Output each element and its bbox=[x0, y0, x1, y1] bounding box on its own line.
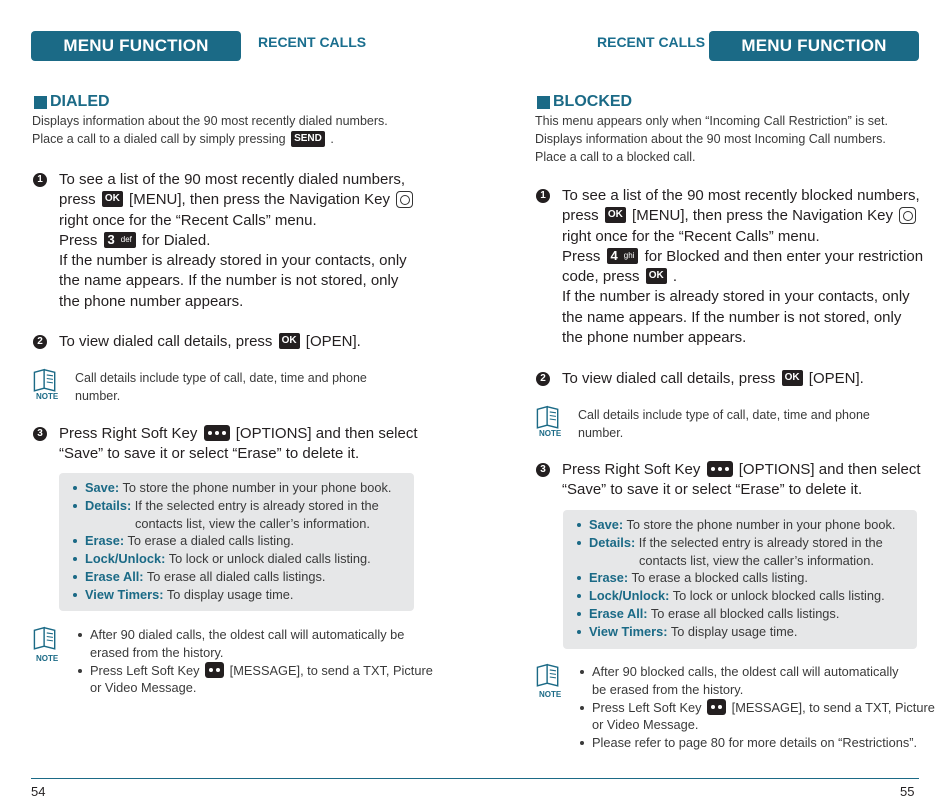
note-label: NOTE bbox=[36, 654, 59, 663]
step-2 bbox=[37, 332, 459, 352]
right-page bbox=[475, 0, 950, 812]
note-text: After 90 dialed calls, the oldest call will automatically be bbox=[90, 627, 405, 642]
note-text: erased from the history. bbox=[90, 644, 224, 660]
heading-text: BLOCKED bbox=[553, 93, 633, 110]
note-text: be erased from the history. bbox=[592, 681, 744, 697]
option-desc: To store the phone number in your phone book. bbox=[122, 480, 392, 495]
option-item bbox=[71, 568, 404, 586]
note-item bbox=[76, 662, 456, 698]
key-letters: def bbox=[120, 234, 132, 244]
step-text: Press bbox=[562, 247, 601, 265]
note-list bbox=[578, 663, 938, 752]
note-line: number. bbox=[75, 389, 121, 403]
send-key-icon: SEND bbox=[291, 131, 325, 147]
option-desc: To erase all blocked calls listings. bbox=[650, 605, 840, 621]
step-line: “Save” to save it or select “Erase” to delete it. bbox=[562, 481, 863, 499]
step-line: the phone number appears. bbox=[59, 292, 244, 310]
section-tag: RECENT CALLS bbox=[597, 34, 706, 50]
navigation-key-icon bbox=[899, 207, 916, 224]
option-desc: To erase a blocked calls listing. bbox=[631, 570, 808, 586]
step-text: press bbox=[59, 191, 96, 209]
note-icon bbox=[533, 662, 563, 692]
option-item bbox=[71, 479, 404, 497]
step-line: If the number is already stored in your contacts, only bbox=[59, 252, 407, 270]
option-item bbox=[575, 587, 909, 605]
step-number-badge: 2 bbox=[536, 372, 550, 386]
note-label: NOTE bbox=[36, 392, 59, 401]
ok-key-icon: OK bbox=[646, 268, 667, 284]
page-number: 55 bbox=[900, 784, 915, 799]
step-line: “Save” to save it or select “Erase” to delete it. bbox=[59, 445, 360, 463]
option-term: Erase: bbox=[589, 570, 629, 586]
option-term: Save: bbox=[85, 480, 120, 495]
option-desc: To store the phone number in your phone book. bbox=[626, 517, 896, 532]
note-text: Press Left Soft Key bbox=[592, 699, 702, 715]
note-label: NOTE bbox=[539, 429, 562, 438]
page-number: 54 bbox=[31, 784, 46, 799]
option-term: Erase: bbox=[85, 533, 125, 549]
note-item bbox=[578, 699, 938, 735]
option-item bbox=[575, 605, 909, 623]
options-list bbox=[71, 479, 404, 604]
step-2 bbox=[540, 369, 942, 389]
step-text: [OPEN]. bbox=[808, 370, 864, 387]
note-label: NOTE bbox=[539, 690, 562, 699]
option-item bbox=[71, 532, 404, 550]
step-line: If the number is already stored in your contacts, only bbox=[562, 288, 910, 306]
step-number-badge: 3 bbox=[536, 463, 550, 477]
options-box bbox=[563, 510, 917, 649]
note-list bbox=[76, 626, 456, 697]
step-line: To see a list of the 90 most recently blocked numbers, bbox=[562, 187, 920, 204]
step-3 bbox=[540, 460, 942, 501]
option-term: Lock/Unlock: bbox=[85, 551, 166, 567]
step-number-badge: 3 bbox=[33, 427, 47, 441]
ok-key-icon: OK bbox=[102, 191, 123, 207]
step-line: the phone number appears. bbox=[562, 329, 747, 347]
step-text: press bbox=[562, 207, 599, 225]
step-text: Press Right Soft Key bbox=[59, 425, 198, 442]
option-term: View Timers: bbox=[85, 586, 164, 602]
key-digit: 4 bbox=[610, 247, 618, 263]
option-term: Lock/Unlock: bbox=[589, 588, 670, 604]
step-line: To see a list of the 90 most recently dialed numbers, bbox=[59, 171, 406, 188]
option-desc: To display usage time. bbox=[166, 586, 294, 602]
options-box bbox=[59, 473, 414, 611]
option-item bbox=[71, 586, 404, 604]
option-item bbox=[575, 569, 909, 587]
step-text: Press bbox=[59, 231, 98, 249]
note-item bbox=[578, 734, 938, 752]
note-item bbox=[76, 626, 456, 662]
intro-text bbox=[32, 112, 452, 148]
option-desc-continued: contacts list, view the caller’s information. bbox=[639, 552, 874, 568]
step-line bbox=[562, 267, 942, 287]
intro-line-text: Place a call to a dialed call by simply pressing bbox=[32, 132, 286, 146]
option-term: View Timers: bbox=[589, 623, 668, 639]
step-text: [OPTIONS] and then select bbox=[738, 461, 921, 478]
right-soft-key-icon bbox=[707, 461, 733, 477]
left-soft-key-icon bbox=[205, 662, 224, 678]
option-desc: To erase a dialed calls listing. bbox=[127, 533, 294, 549]
section-tag: RECENT CALLS bbox=[258, 34, 367, 50]
footer-rule bbox=[31, 778, 475, 779]
step-1 bbox=[37, 170, 459, 312]
heading-text: DIALED bbox=[50, 93, 110, 110]
section-heading-dialed bbox=[34, 93, 110, 111]
menu-function-banner: MENU FUNCTION bbox=[31, 31, 241, 61]
ok-key-icon: OK bbox=[279, 333, 300, 349]
footer-rule bbox=[475, 778, 919, 779]
key-digit: 3 bbox=[107, 231, 115, 247]
step-text: [OPTIONS] and then select bbox=[235, 425, 418, 442]
step-text: for Dialed. bbox=[142, 231, 211, 249]
step-text: for Blocked and then enter your restriction bbox=[644, 247, 924, 265]
option-item bbox=[71, 497, 404, 533]
intro-line: Place a call to a blocked call. bbox=[535, 150, 696, 164]
note-item bbox=[578, 663, 938, 699]
step-line: right once for the “Recent Calls” menu. bbox=[59, 211, 317, 229]
ok-key-icon: OK bbox=[605, 207, 626, 223]
step-text: . bbox=[672, 268, 678, 286]
step-number-badge: 2 bbox=[33, 335, 47, 349]
step-line bbox=[59, 190, 459, 210]
intro-line: Displays information about the 90 most Incoming Call numbers. bbox=[535, 132, 886, 146]
option-term: Details: bbox=[85, 497, 132, 513]
step-line: right once for the “Recent Calls” menu. bbox=[562, 227, 820, 245]
note-text: or Video Message. bbox=[90, 680, 197, 696]
note-icon bbox=[30, 625, 60, 655]
step-1 bbox=[540, 186, 942, 348]
step-line: the name appears. If the number is not stored, only bbox=[562, 308, 902, 326]
option-term: Erase All: bbox=[85, 568, 144, 584]
step-line bbox=[562, 460, 942, 480]
options-list bbox=[575, 516, 909, 641]
option-desc: If the selected entry is already stored in the bbox=[134, 497, 379, 513]
option-item bbox=[71, 550, 404, 568]
note-text: Please refer to page 80 for more details on “Restrictions”. bbox=[592, 735, 918, 751]
note-text: or Video Message. bbox=[592, 717, 699, 733]
note-text: [MESSAGE], to send a TXT, Picture bbox=[731, 699, 935, 715]
option-item bbox=[575, 534, 909, 570]
option-term: Erase All: bbox=[589, 605, 648, 621]
option-desc: To lock or unlock blocked calls listing. bbox=[672, 588, 885, 604]
note-line: Call details include type of call, date, time and phone bbox=[75, 371, 367, 385]
step-text: To view dialed call details, press bbox=[59, 333, 273, 350]
option-desc: If the selected entry is already stored in the bbox=[638, 534, 883, 550]
note-line: number. bbox=[578, 426, 624, 440]
section-heading-blocked bbox=[537, 93, 632, 111]
menu-function-banner: MENU FUNCTION bbox=[709, 31, 919, 61]
intro-line: This menu appears only when “Incoming Call Restriction” is set. bbox=[535, 114, 888, 128]
option-desc: To erase all dialed calls listings. bbox=[146, 568, 326, 584]
step-text: code, press bbox=[562, 268, 640, 286]
option-desc-continued: contacts list, view the caller’s information. bbox=[135, 515, 370, 531]
key-3-icon bbox=[104, 232, 136, 248]
step-text: [MENU], then press the Navigation Key bbox=[632, 207, 893, 225]
step-line bbox=[59, 424, 459, 444]
step-text: [MENU], then press the Navigation Key bbox=[129, 191, 390, 209]
note-text: Press Left Soft Key bbox=[90, 662, 200, 678]
option-desc: To lock or unlock dialed calls listing. bbox=[168, 551, 371, 567]
step-line bbox=[562, 206, 942, 226]
intro-line: Displays information about the 90 most recently dialed numbers. bbox=[32, 114, 388, 128]
step-line bbox=[59, 231, 459, 251]
step-line bbox=[562, 247, 942, 267]
option-desc: To display usage time. bbox=[670, 623, 798, 639]
note-text bbox=[75, 369, 455, 405]
option-item bbox=[575, 516, 909, 534]
navigation-key-icon bbox=[396, 191, 413, 208]
left-soft-key-icon bbox=[707, 699, 726, 715]
ok-key-icon: OK bbox=[782, 370, 803, 386]
note-text: [MESSAGE], to send a TXT, Picture bbox=[229, 662, 433, 678]
option-term: Save: bbox=[589, 517, 624, 532]
intro-line bbox=[32, 130, 452, 148]
note-text: After 90 blocked calls, the oldest call will automatically bbox=[592, 664, 899, 679]
step-text: Press Right Soft Key bbox=[562, 461, 701, 478]
key-letters: ghi bbox=[623, 250, 635, 260]
step-line: the name appears. If the number is not stored, only bbox=[59, 272, 399, 290]
option-term: Details: bbox=[589, 534, 636, 550]
note-text bbox=[578, 406, 938, 442]
note-line: Call details include type of call, date, time and phone bbox=[578, 408, 870, 422]
right-soft-key-icon bbox=[204, 425, 230, 441]
key-4-icon bbox=[607, 248, 639, 264]
heading-square-icon bbox=[537, 96, 550, 109]
intro-text bbox=[535, 112, 935, 166]
step-number-badge: 1 bbox=[536, 189, 550, 203]
step-text: [OPEN]. bbox=[305, 333, 361, 350]
step-number-badge: 1 bbox=[33, 173, 47, 187]
heading-square-icon bbox=[34, 96, 47, 109]
step-3 bbox=[37, 424, 459, 465]
step-text: To view dialed call details, press bbox=[562, 370, 776, 387]
option-item bbox=[575, 623, 909, 641]
intro-line-text: . bbox=[330, 132, 334, 146]
